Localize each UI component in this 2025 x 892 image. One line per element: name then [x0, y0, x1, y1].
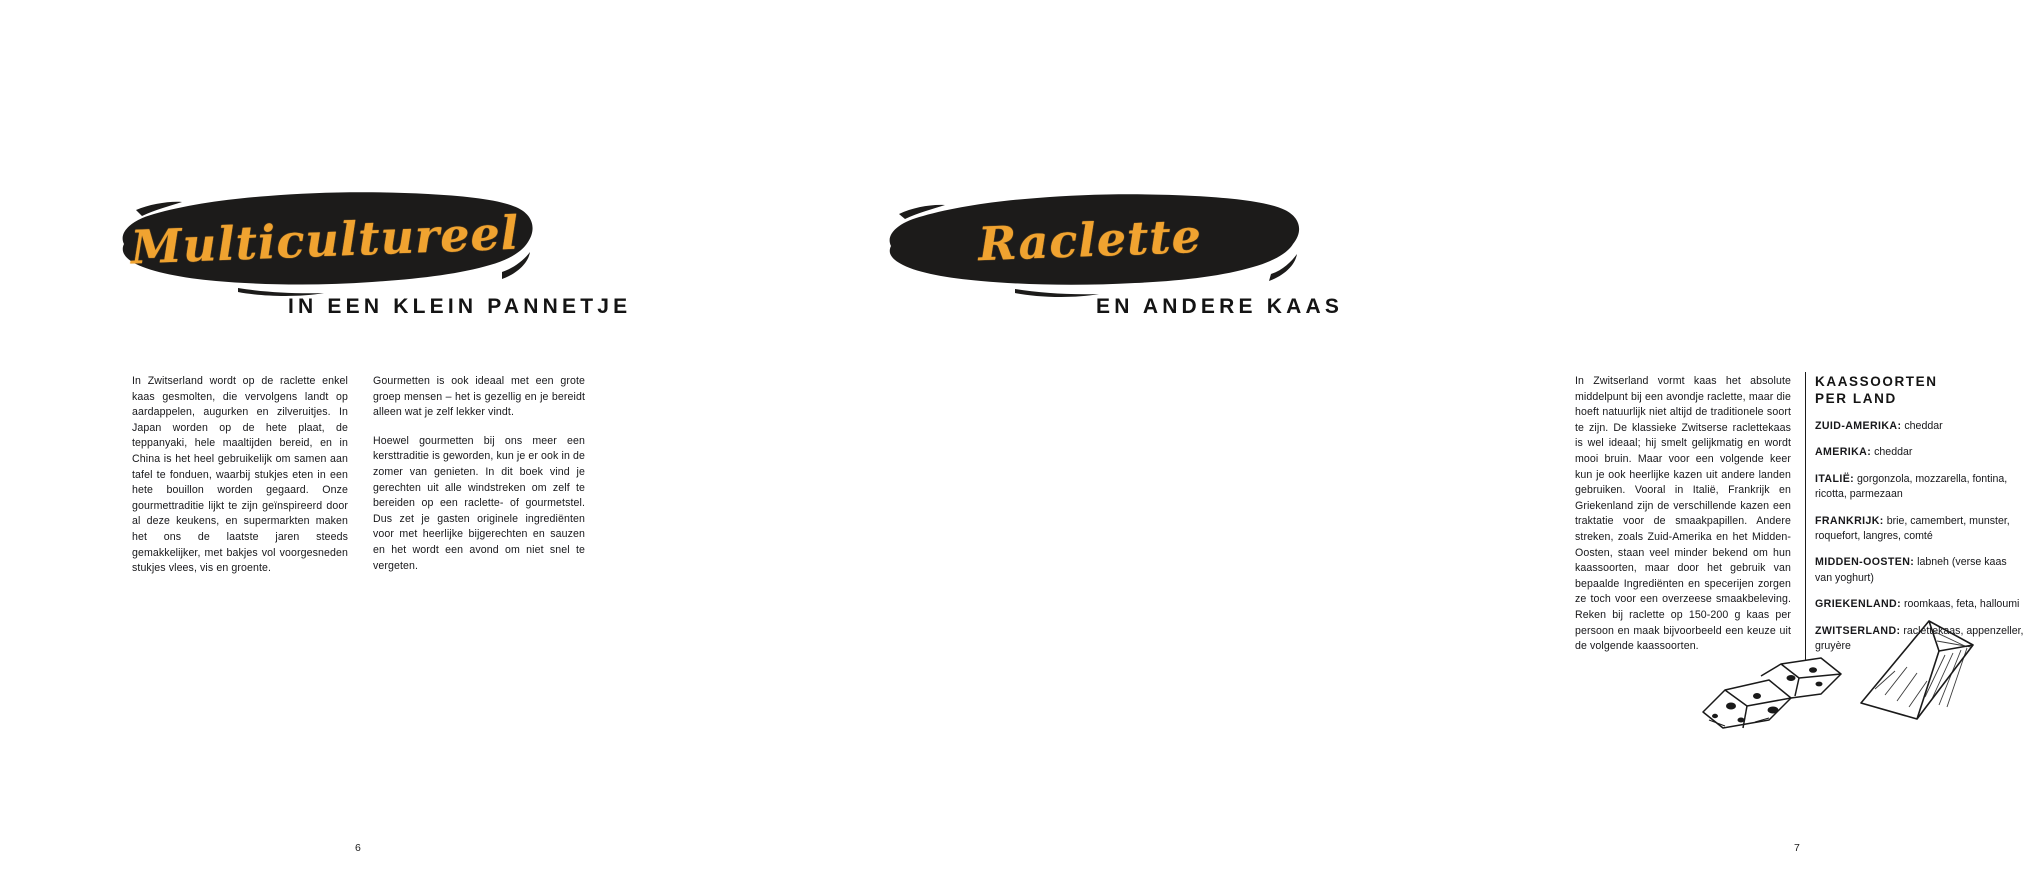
left-page [0, 0, 720, 892]
cheese-names: cheddar [1871, 446, 1913, 459]
cheese-country-label: ZUID-AMERIKA: [1815, 420, 1902, 432]
list-item [1815, 597, 2025, 612]
cheese-country-label: MIDDEN-OOSTEN: [1815, 556, 1915, 569]
cheese-slices-illustration [1695, 650, 1855, 745]
cheese-country-label: ZWITSERLAND: [1815, 624, 1901, 637]
cheese-country-label: AMERIKA: [1815, 446, 1872, 459]
left-page-column-1 [132, 374, 348, 577]
list-item [1815, 514, 2025, 545]
list-item [1815, 472, 2025, 503]
left-page-script-title: Multicultureel [129, 205, 521, 275]
left-page-subtitle: IN EEN KLEIN PANNETJE [288, 295, 632, 318]
right-page-subtitle: EN ANDERE KAAS [1096, 295, 1344, 318]
left-page-column-2 [373, 374, 585, 574]
list-item [1815, 555, 2025, 586]
right-page-column-1 [1575, 374, 1791, 655]
cheese-wedge-illustration [1855, 615, 1995, 725]
left-heading-banner [110, 180, 540, 300]
paragraph: Hoewel gourmetten bij ons meer een kersttraditie is geworden, kun je er ook in de zomer van genieten. In dit boek vind je gerechten uit alle windstreken om zelf te bereiden op een raclette- of gourmetstel. Dus zet je gasten originele ingrediënten voor met heerlijke bijgerechten en sauzen en het wordt een avond om niet snel te vergeten. [373, 434, 585, 572]
right-page-number: 7 [1794, 842, 1800, 854]
cheese-country-label: ITALIË: [1815, 472, 1855, 485]
cheese-country-label: GRIEKENLAND: [1815, 598, 1902, 611]
column-divider [1805, 372, 1806, 660]
cheese-names: gorgonzola, mozzarella, fontina, ricotta, parmezaan [1815, 472, 2008, 501]
cheese-types-title: KAASSOORTEN PER LAND [1815, 374, 1938, 406]
cheese-names: brie, camembert, munster, roquefort, langres, comté [1815, 514, 2010, 543]
list-item [1815, 419, 2025, 434]
paragraph: In Zwitserland wordt op de raclette enkel kaas gesmolten, die vervolgens landt op aardappelen, augurken en zilveruitjes. In Japan worden op de hete plaat, de teppanyaki, hele maaltijden bereid, en in China is het heel gebruikelijk om samen aan tafel te fonduen, waarbij stukjes eten in een hete bouillon worden gegaard. Onze gourmettraditie lijkt te zijn geïnspireerd door al deze keukens, en supermarkten maken het ons de laatste jaren steeds gemakkelijker, met bakjes vol voorgesneden stukjes vlees, vis en groente. [132, 375, 348, 575]
cheese-names: labneh (verse kaas van yoghurt) [1815, 556, 2007, 584]
cheese-country-label: FRANKRIJK: [1815, 514, 1884, 527]
cheese-names: cheddar [1901, 420, 1943, 432]
paragraph: In Zwitserland vormt kaas het absolute middelpunt bij een avondje raclette, maar die hoeft natuurlijk niet altijd de traditionele soort te zijn. De klassieke Zwitserse raclettekaas is wel ideaal; hij smelt gelijkmatig en wordt mooi bruin. Maar voor een volgende keer kun je ook heerlijke kazen uit andere landen gebruiken. Vooral in Italië, Frankrijk en Griekenland zijn de verschillende kazen een traktatie voor de smaakpapillen. Andere streken, zoals Zuid-Amerika en het Midden-Oosten, staan veel minder bekend om hun kaassoorten, maar door het gebruik van bepaalde Ingrediënten en specerijen zorgen ze toch voor een overzeese smaakbeleving. Reken bij raclette op 150-200 g kaas per persoon en maak bijvoorbeeld een keuze uit de volgende kaassoorten. [1575, 375, 1791, 653]
right-page [720, 0, 2024, 892]
right-heading-banner [875, 180, 1305, 300]
cheese-names: roomkaas, feta, halloumi [1901, 598, 2020, 611]
list-item [1815, 445, 2025, 460]
paragraph: Gourmetten is ook ideaal met een grote groep mensen – het is gezellig en je bereidt alleen wat je zelf lekker vindt. [373, 375, 585, 419]
right-page-script-title: Raclette [977, 208, 1203, 272]
left-page-number: 6 [355, 842, 361, 854]
cheese-names: raclettekaas, appenzeller, gruyère [1815, 624, 2024, 653]
